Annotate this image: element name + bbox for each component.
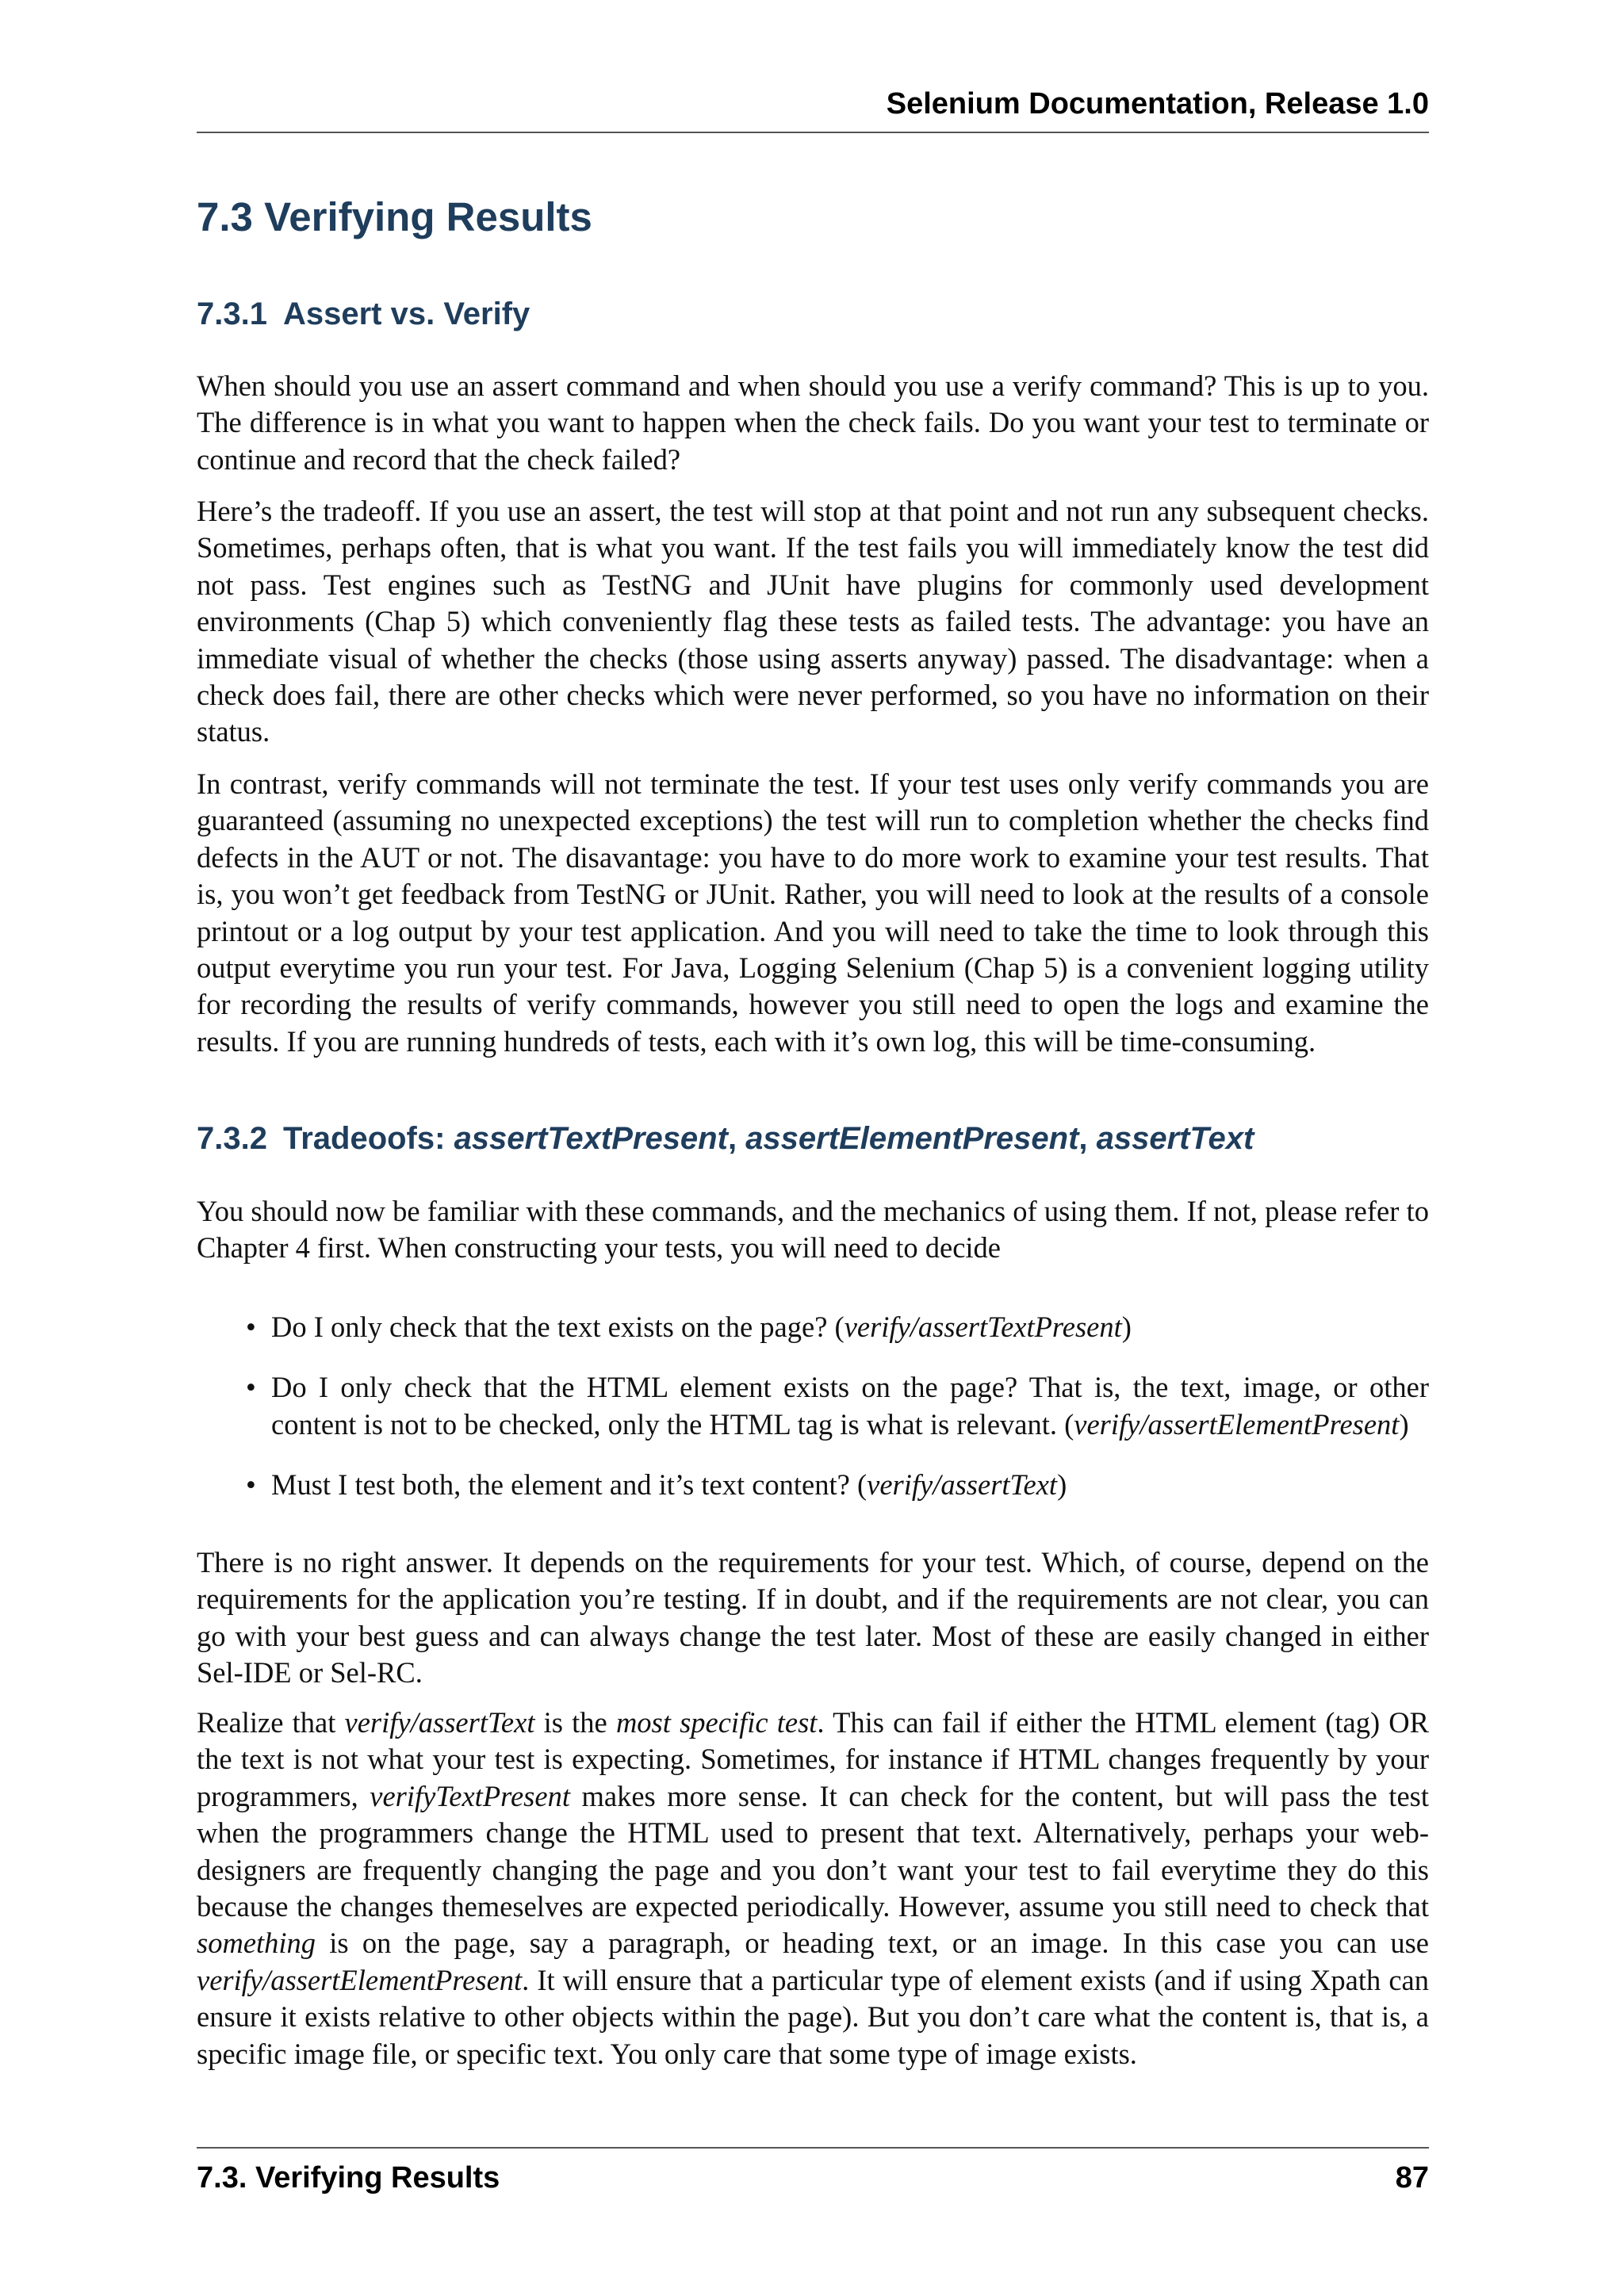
heading-command-assert-text-present: assertTextPresent — [454, 1121, 728, 1156]
heading-separator: , — [1078, 1121, 1097, 1156]
command-name: verify/assertElementPresent — [1074, 1407, 1400, 1441]
list-item: • Must I test both, the element and it’s text content? (verify/assertText) — [197, 1467, 1429, 1503]
decision-bullet-list — [197, 1309, 1429, 1504]
paragraph-tradeoff: Here’s the tradeoff. If you use an assert, the test will stop at that point and not run any subsequent checks. Sometimes, perhaps often, that is what you want. If the test fails you will immediately know the test did not pass. Test engines such as TestNG and JUnit have plugins for commonly used development environments (Chap 5) which conveniently flag these tests as failed tests. The advantage: you have an immediate visual of whether the checks (those using asserts anyway) passed. The disadvantage: when a check does fail, there are other checks which were never performed, so you have no information on their status. — [197, 495, 1429, 748]
subsection-number: 7.3.1 — [197, 297, 267, 331]
subsection-title-assert-vs-verify — [197, 298, 530, 330]
paragraph-in-contrast: In contrast, verify commands will not terminate the test. If your test uses only verify commands you are guaranteed (assuming no unexpected exceptions) the test will run to completion whether the checks find defects in the AUT or not. The disavantage: you have to do more work to examine your test results. That is, you won’t get feedback from TestNG or JUnit. Rather, you will need to look at the results of a console printout or a log output by your test application. And you will need to take the time to look through this output everytime you run your test. For Java, Logging Selenium (Chap 5) is a convenient logging utility for recording the results of verify commands, however you still need to open the logs and examine the results. If you are running hundreds of tests, each with it’s own log, this will be time-consuming. — [197, 767, 1429, 1058]
footer-divider — [197, 2147, 1429, 2149]
paragraph-familiar-commands: You should now be familiar with these commands, and the mechanics of using them. If not, please refer to Chapter 4 first. When constructing your tests, you will need to decide — [197, 1195, 1429, 1265]
page-number: 87 — [1395, 2161, 1429, 2195]
heading-separator: , — [727, 1121, 746, 1156]
subsection-number: 7.3.2 — [197, 1121, 267, 1156]
heading-command-assert-element-present: assertElementPresent — [745, 1121, 1079, 1156]
paragraph-no-right-answer: There is no right answer. It depends on the requirements for your test. Which, of course, depend on the requirements for the application you’re testing. If in doubt, and if the requirements are not clear, you can go with your best guess and can always change the test later. Most of these are easily changed in either Sel-IDE or Sel-RC. — [197, 1546, 1429, 1689]
subsection-heading-prefix: Tradeoofs: — [282, 1121, 454, 1156]
running-header: Selenium Documentation, Release 1.0 — [886, 87, 1429, 121]
bullet-mark: • — [246, 1468, 256, 1502]
command-name: verify/assertTextPresent — [844, 1311, 1122, 1343]
header-divider — [197, 132, 1429, 133]
subsection-heading-text: Assert vs. Verify — [282, 297, 530, 331]
paragraph-realize: Realize that verify/assertText is the most specific test. This can fail if either the HTML element (tag) OR the text is not what your test is expecting. Sometimes, for instance if HTML changes frequently by your programmers, verifyTextPresent makes more sense. It can check for the content, but will pass the test when the programmers change the HTML used to present that text. Alternatively, perhaps your web-designers are frequently changing the page and you don’t want your test to fail everytime they do this because the changes themeselves are expected periodically. However, assume you still need to check that something is on the page, say a paragraph, or heading text, or an image. In this case you can use verify/assertElementPresent. It will ensure that a particular type of element exists (and if using Xpath can ensure it exists relative to other objects within the page). But you don’t care what the content is, that is, a specific image file, or specific text. You only care that some type of image exists. — [197, 1706, 1429, 2070]
bullet-mark: • — [246, 1371, 256, 1404]
footer-section-label: 7.3. Verifying Results — [197, 2161, 500, 2195]
paragraph-assert-or-verify: When should you use an assert command and when should you use a verify command? This is up to you. The difference is in what you want to happen when the check fails. Do you want your test to terminate or continue and record that the check failed? — [197, 369, 1429, 476]
heading-command-assert-text: assertText — [1096, 1121, 1254, 1156]
command-name: verify/assertText — [867, 1468, 1058, 1502]
section-title: 7.3 Verifying Results — [197, 194, 592, 239]
list-item: • Do I only check that the HTML element exists on the page? That is, the text, image, or other content is not to be checked, only the HTML tag is what is relevant. (verify/assertElementPresent) — [246, 1371, 1429, 1441]
subsection-title-tradeoffs — [197, 1123, 1254, 1154]
list-item: • Do I only check that the text exists on the page? (verify/assertTextPresent) — [197, 1309, 1429, 1345]
bullet-mark: • — [246, 1311, 256, 1343]
document-page — [197, 0, 1429, 2296]
